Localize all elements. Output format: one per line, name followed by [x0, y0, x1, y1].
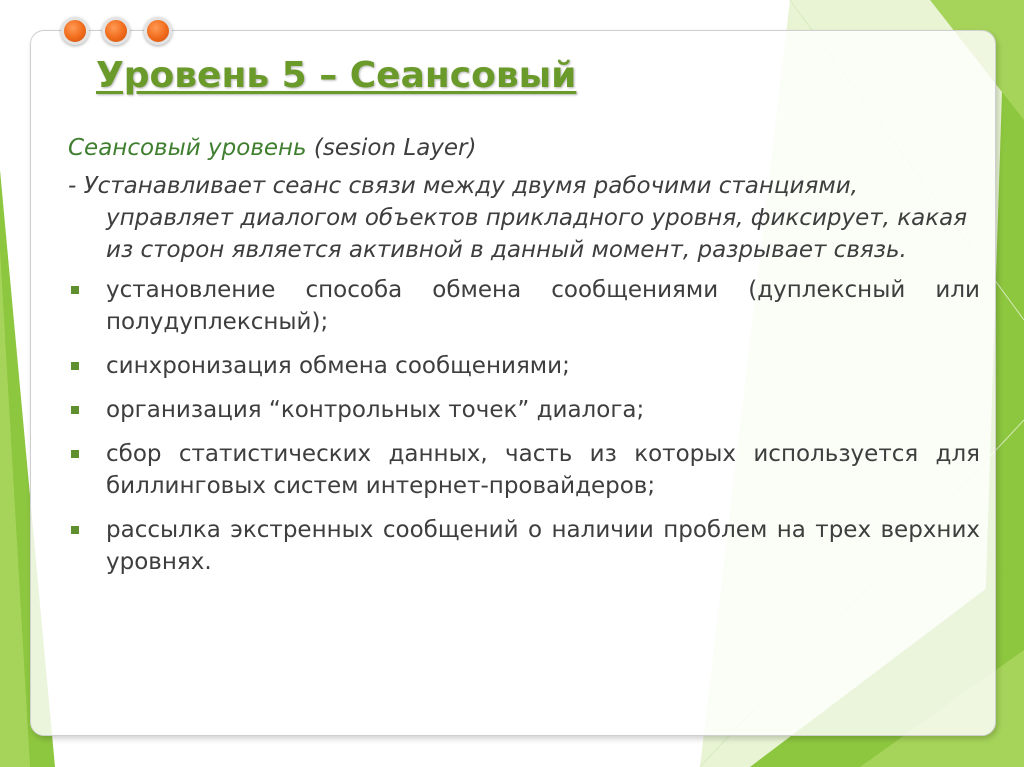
orange-dot-icon	[102, 17, 130, 45]
bullet-text: рассылка экстренных сообщений о наличии проблем на трех верхних уровнях.	[106, 517, 980, 575]
bullet-text: организация “контрольных точек” диалога;	[106, 397, 645, 423]
square-bullet-icon	[71, 450, 79, 458]
intro-paragraph: - Устанавливает сеанс связи между двумя рабочими станциями, управляет диалогом объектов прикладного уровня, фиксирует, какая из сторон является активной в данный момент, разрывает связь.	[68, 173, 968, 263]
orange-dot-icon	[144, 17, 172, 45]
bullet-item	[68, 350, 980, 382]
bullet-text: синхронизация обмена сообщениями;	[106, 353, 570, 379]
slide-body	[68, 132, 980, 590]
bullet-item	[68, 438, 980, 502]
square-bullet-icon	[71, 406, 79, 414]
bullet-item	[68, 274, 980, 338]
orange-dot-icon	[61, 17, 89, 45]
bullet-item	[68, 394, 980, 426]
square-bullet-icon	[71, 362, 79, 370]
bullet-text: сбор статистических данных, часть из которых используется для биллинговых систем интернет-провайдеров;	[106, 441, 980, 499]
square-bullet-icon	[71, 286, 79, 294]
slide-title: Уровень 5 – Сеансовый	[96, 55, 577, 96]
slide-subtitle	[68, 132, 980, 164]
square-bullet-icon	[71, 526, 79, 534]
bullet-item	[68, 514, 980, 578]
bullet-text: установление способа обмена сообщениями (дуплексный или полудуплексный);	[106, 277, 980, 335]
bullet-list	[68, 274, 980, 578]
subtitle-paren: (sesion Layer)	[306, 135, 477, 161]
subtitle-main: Сеансовый уровень	[68, 135, 307, 161]
